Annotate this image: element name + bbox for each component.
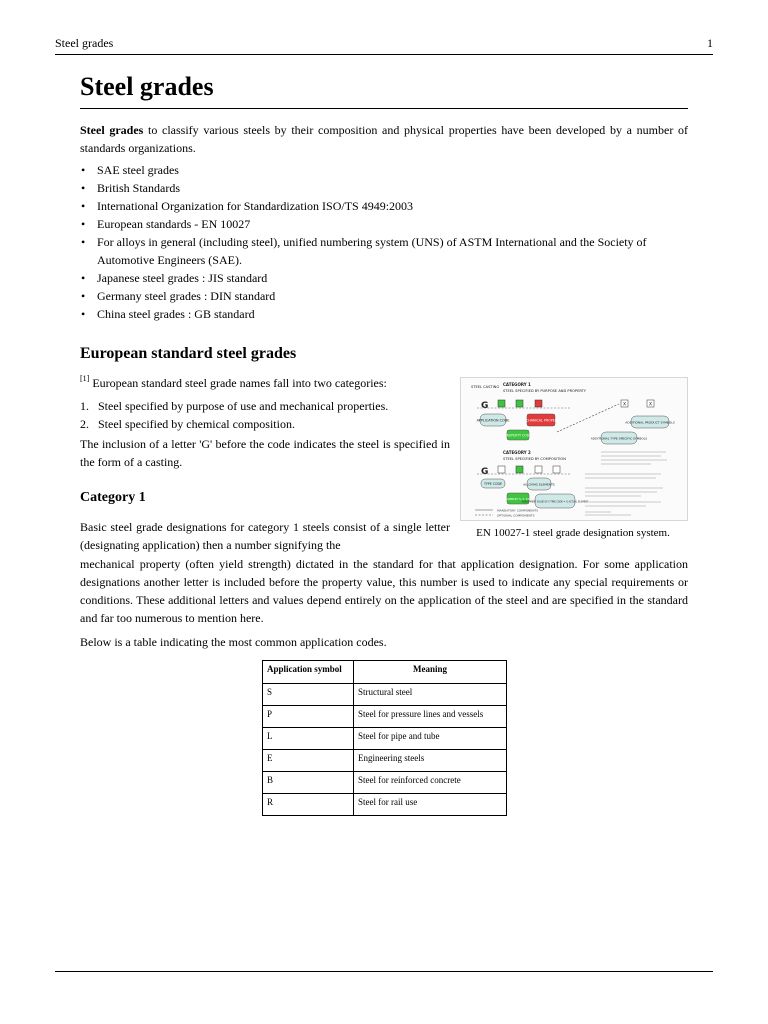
table-cell: Engineering steels — [354, 750, 507, 772]
legend-optional-label: OPTIONAL COMPONENTS — [497, 513, 535, 518]
designation-diagram-svg — [461, 378, 687, 520]
table-cell: Steel for pipe and tube — [354, 728, 507, 750]
european-section-heading: European standard steel grades — [80, 345, 297, 362]
table-header: Meaning — [354, 661, 507, 684]
table-row — [263, 794, 507, 816]
legend-mandatory-label: MANDATORY COMPONENTS — [497, 508, 539, 513]
g-letter: G — [481, 467, 489, 477]
category-list — [80, 397, 450, 433]
cat1-heading: CATEGORY 1 — [503, 382, 531, 387]
title-divider — [80, 108, 688, 109]
reference-link[interactable]: [1] — [80, 374, 90, 383]
carbon-label: CARBON % X 100 — [504, 497, 532, 501]
cat1-box-red — [535, 400, 542, 407]
cat2-box — [498, 466, 505, 473]
table-row — [263, 706, 507, 728]
table-cell: S — [263, 684, 354, 706]
list-item: • British Standards — [81, 181, 180, 195]
mechanical-property-label: MECHANICAL PROPERTY — [521, 418, 561, 423]
table-cell: E — [263, 750, 354, 772]
x-letter: X — [648, 402, 653, 408]
table-row — [263, 772, 507, 794]
additional-type-label: ADDITIONAL TYPE SPECIFIC SYMBOLS — [590, 436, 648, 441]
list-item: • China steel grades : GB standard — [81, 307, 255, 321]
diagram-notes — [585, 452, 667, 515]
list-number: 2. — [80, 417, 89, 431]
list-item-text: Germany steel grades : DIN standard — [97, 289, 276, 303]
list-item-text: Japanese steel grades : JIS standard — [97, 271, 268, 285]
table-cell: Steel for rail use — [354, 794, 507, 816]
cat1-subheading: STEEL SPECIFIED BY PURPOSE AND PROPERTY — [503, 389, 586, 393]
list-item — [80, 397, 450, 415]
cat1-box-green — [498, 400, 505, 407]
table-header-row — [263, 661, 507, 684]
european-intro-text: European standard steel grade names fall into two categories: — [89, 376, 387, 390]
g-letter: G — [481, 401, 489, 411]
adjustment-value-label: ADJUSTMENT VALUE OF X TIME CODE = % ACTUAL ELEMENT — [521, 500, 589, 504]
european-intro — [80, 374, 450, 392]
table-row — [263, 750, 507, 772]
table-row — [263, 684, 507, 706]
type-code-label: TYPE CODE — [483, 482, 503, 486]
alloying-elements-label: ALLOYING ELEMENTS — [523, 482, 555, 487]
list-item: • Germany steel grades : DIN standard — [81, 289, 276, 303]
list-item-text: Steel specified by chemical composition. — [98, 417, 295, 431]
footer-divider — [55, 971, 713, 972]
additional-symbols-label: ADDITIONAL PRODUCT SYMBOLS — [625, 420, 675, 425]
property-code-label: PROPERTY CODE — [504, 433, 532, 438]
table-header: Application symbol — [263, 661, 354, 684]
list-item: • For alloys in general (including steel), unified numbering system (UNS) of ASTM International and the Society of Automotive Engineers (SAE). — [81, 235, 647, 267]
application-code-label: APPLICATION CODE — [476, 418, 510, 423]
list-item-text: International Organization for Standardization ISO/TS 4949:2003 — [97, 199, 414, 213]
list-number: 1. — [80, 399, 89, 413]
page-title: Steel grades — [80, 72, 214, 101]
steel-casting-label: STEEL CASTING — [471, 385, 500, 389]
application-codes-table — [262, 660, 507, 816]
running-header — [55, 36, 713, 55]
cat1-box-green — [516, 400, 523, 407]
intro-text: to classify various steels by their composition and physical properties have been developed by a number of standards organizations. — [80, 123, 688, 155]
list-item: • International Organization for Standardization ISO/TS 4949:2003 — [81, 199, 414, 213]
category1-paragraph-continued: mechanical property (often yield strength) dictated in the standard for that application designation. For some application designations another letter is included before the property value, this number is used to indicate any special requirements or conditions. These additional letters and values depend entirely on the application of the steel and are specified in the standard and far too numerous to mention here. — [80, 557, 688, 625]
figure-caption: EN 10027-1 steel grade designation system. — [476, 527, 670, 539]
designation-diagram — [460, 377, 688, 521]
cat2-subheading: STEEL SPECIFIED BY COMPOSITION — [503, 457, 566, 461]
page-number: 1 — [707, 36, 713, 50]
list-item-text: British Standards — [97, 181, 180, 195]
cat2-box-green — [516, 466, 523, 473]
list-item: • European standards - EN 10027 — [81, 217, 251, 231]
table-cell: Structural steel — [354, 684, 507, 706]
list-item-text: SAE steel grades — [97, 163, 179, 177]
list-item-text: European standards - EN 10027 — [97, 217, 251, 231]
table-intro: Below is a table indicating the most common application codes. — [80, 635, 387, 649]
table-row — [263, 728, 507, 750]
list-item — [80, 415, 450, 433]
list-item-text: Steel specified by purpose of use and mechanical properties. — [98, 399, 389, 413]
designation-figure — [458, 375, 688, 545]
list-item: • Japanese steel grades : JIS standard — [81, 271, 268, 285]
table-cell: P — [263, 706, 354, 728]
cat2-box — [535, 466, 542, 473]
cat2-heading: CATEGORY 2 — [503, 450, 531, 455]
list-item-text: China steel grades : GB standard — [97, 307, 255, 321]
x-letter: X — [622, 402, 627, 408]
list-item-text: For alloys in general (including steel), unified numbering system (UNS) of ASTM International and the Society of Automotive Engineers (SAE). — [97, 235, 647, 267]
table-cell: B — [263, 772, 354, 794]
standards-list — [80, 161, 700, 323]
table-cell: R — [263, 794, 354, 816]
table-cell: Steel for pressure lines and vessels — [354, 706, 507, 728]
cat2-box — [553, 466, 560, 473]
category1-paragraph-start: Basic steel grade designations for category 1 steels consist of a single letter (designating application) then a number signifying the — [80, 520, 450, 552]
running-header-title: Steel grades — [55, 36, 114, 50]
list-item: • SAE steel grades — [81, 163, 179, 177]
table-cell: Steel for reinforced concrete — [354, 772, 507, 794]
intro-bold-term: Steel grades — [80, 123, 144, 137]
intro-paragraph — [80, 121, 688, 157]
table-cell: L — [263, 728, 354, 750]
casting-note: The inclusion of a letter 'G' before the code indicates the steel is specified in the form of a casting. — [80, 437, 450, 469]
category1-heading: Category 1 — [80, 490, 146, 505]
